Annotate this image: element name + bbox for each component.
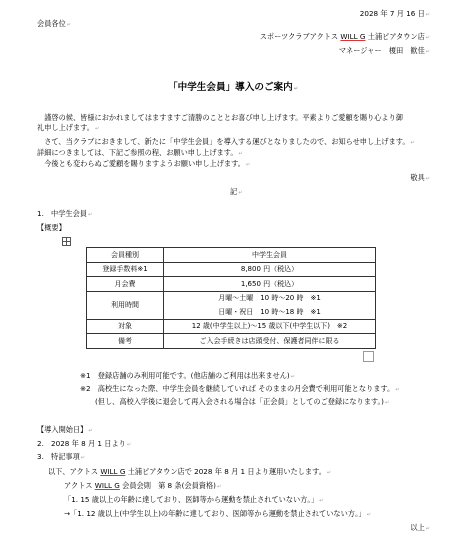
- ki-heading: 記↵: [230, 187, 243, 196]
- end-ijou: 以上↵: [410, 523, 430, 532]
- greeting-paragraph-1-cont: 礼申し上げます。↵: [37, 123, 100, 132]
- table-cell: 登録手数料※1: [87, 262, 164, 277]
- section-2-line: 2. 2028 年 8 月 1 日より↵: [37, 439, 132, 448]
- section-3-heading: 3. 特記事項↵: [37, 452, 85, 461]
- table-move-handle-icon[interactable]: [62, 237, 71, 246]
- sender-person: マネージャー 榎田 歓佳↵: [338, 46, 430, 55]
- note-3: (但し、高校入学後に退会して再入会される場合は「正会員」としてのご登録になります。)↵: [95, 397, 390, 406]
- greeting-paragraph-4: 今後とも変わらぬご愛顧を賜りますようお願い申し上げます。↵: [37, 159, 251, 168]
- greeting-paragraph-2: さて、当クラブにおきまして、新たに「中学生会員」を導入する運びとなりましたので、お知らせ申し上げます。↵: [37, 137, 415, 146]
- section-3-line-1: 以下、アクトス WILL G 土浦ピアタウン店で 2028 年 8 月 1 日より運用いたします。↵: [48, 467, 332, 476]
- table-cell: 備考: [87, 334, 164, 349]
- table-row: [87, 262, 376, 277]
- table-cell: 8,800 円（税込）: [164, 262, 376, 277]
- table-row: [87, 248, 376, 263]
- overview-label: 【概要】: [37, 223, 66, 232]
- table-cell: 月曜～土曜 10 時～20 時 ※1 日曜・祝日 10 時～18 時 ※1: [164, 291, 376, 319]
- membership-table: [86, 247, 376, 349]
- section-3-line-2: アクトス WILL G 会員会則 第 8 条(会員資格)↵: [64, 481, 222, 490]
- page-title: 「中学生会員」導入のご案内↵: [168, 82, 298, 93]
- addressee: 会員各位↵: [37, 19, 71, 28]
- table-cell: 中学生会員: [164, 248, 376, 263]
- table-cell: 月会費: [87, 277, 164, 292]
- table-cell: 利用時間: [87, 291, 164, 319]
- section-1-heading: 1. 中学生会員↵: [37, 209, 93, 218]
- table-cell: 12 歳(中学生以上)～15 歳以下(中学生以下) ※2: [164, 319, 376, 334]
- note-1: ※1 登録店舗のみ利用可能です。(他店舗のご利用は出来ません)↵: [80, 371, 295, 380]
- table-row: [87, 277, 376, 292]
- table-resize-handle[interactable]: [363, 351, 374, 362]
- table-row: [87, 334, 376, 349]
- table-row: [87, 319, 376, 334]
- section-3-line-3: 「1. 15 歳以上の年齢に達しており、医師等から運動を禁止されていない方。」↵: [64, 495, 324, 504]
- table-row: [87, 291, 376, 319]
- table-cell: 対象: [87, 319, 164, 334]
- table-cell: 会員種別: [87, 248, 164, 263]
- date-line: 2028 年 7 月 16 日↵: [359, 9, 430, 18]
- closing-keigu: 敬具↵: [410, 173, 430, 182]
- section-2-label: 【導入開始日】↵: [37, 425, 93, 434]
- note-2: ※2 高校生になった際、中学生会員を継続していれば そのままの月会費で利用可能となります。↵: [80, 384, 400, 393]
- greeting-paragraph-1: 謹啓の候、皆様におかれましてはますますご清勝のこととお喜び申し上げます。平素よりご愛顧を賜り心より御: [37, 113, 403, 122]
- sender-organization: スポーツクラブアクトス WILL G 土浦ピアタウン店↵: [259, 32, 430, 41]
- table-cell: 1,650 円（税込）: [164, 277, 376, 292]
- section-3-line-4: →「1. 12 歳以上(中学生以上)の年齢に達しており、医師等から運動を禁止されていない方。」↵: [64, 509, 371, 518]
- greeting-paragraph-3: 詳細につきましては、下記ご参照の程、お願い申し上げます。↵: [37, 148, 243, 157]
- table-cell: ご入会手続きは店頭受付、保護者同伴に限る: [164, 334, 376, 349]
